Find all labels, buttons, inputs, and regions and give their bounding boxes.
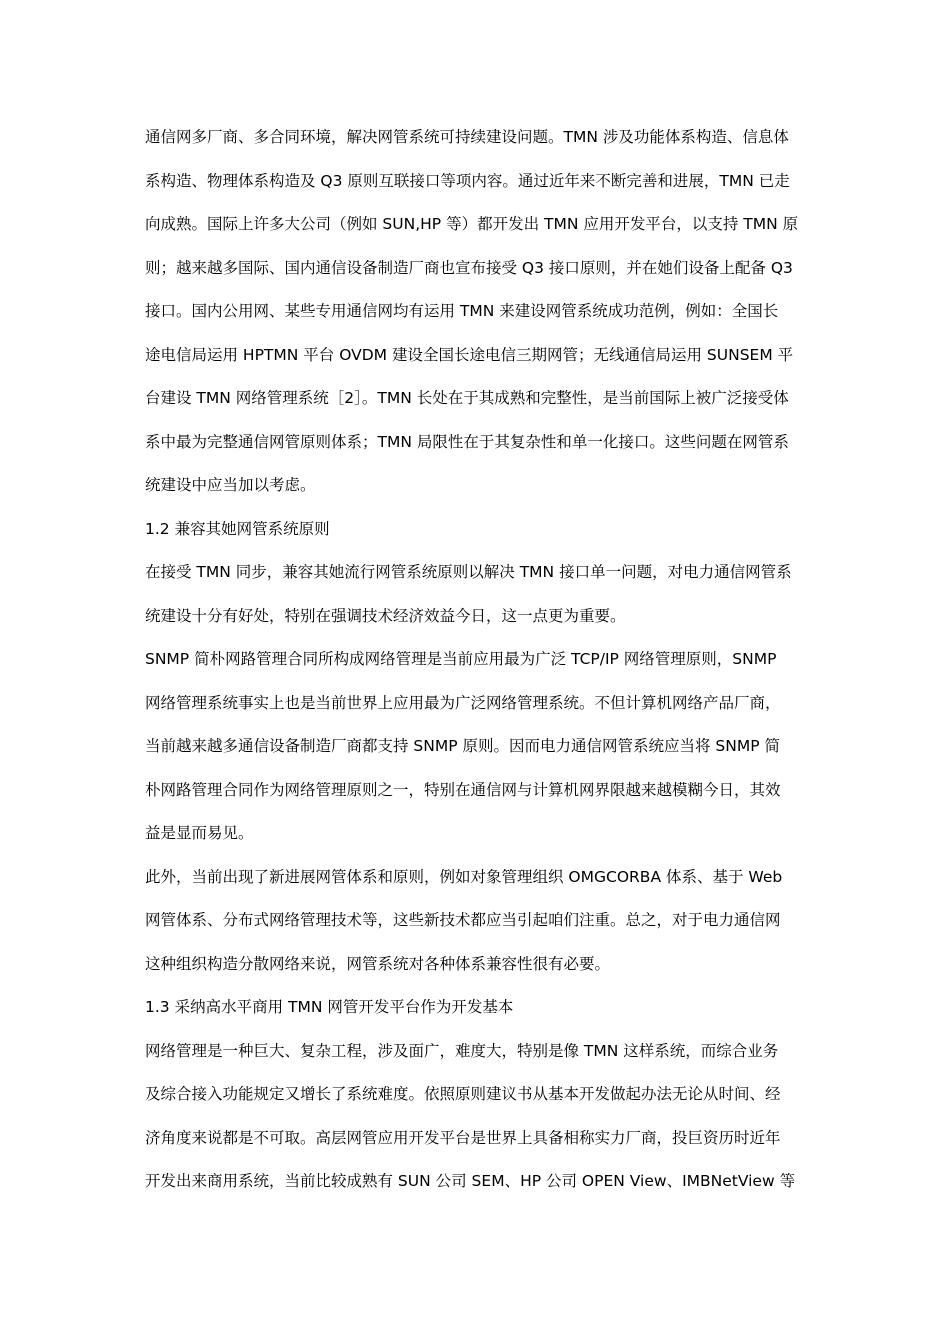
paragraph-tmn-overview: [145, 121, 811, 513]
paragraph-platform: [145, 1035, 811, 1209]
paragraph-snmp: [145, 643, 811, 861]
text-line: 系构造、物理体系构造及 Q3 原则互联接口等项内容。通过近年来不断完善和进展，TMN 已走: [145, 171, 790, 190]
document-body: [145, 121, 811, 1209]
section-heading-1-2: [145, 513, 811, 557]
text-line: 统建设中应当加以考虑。: [145, 476, 316, 494]
text-line: 当前越来越多通信设备制造厂商都支持 SNMP 原则。因而电力通信网管系统应当将 SNMP 简: [145, 737, 781, 755]
section-heading: 1.3 采纳高水平商用 TMN 网管开发平台作为开发基本: [145, 998, 514, 1016]
text-line: 此外，当前出现了新进展网管体系和原则，例如对象管理组织 OMGCORBA 体系、基于 Web: [145, 867, 783, 886]
text-line: 在接受 TMN 同步，兼容其她流行网管系统原则以解决 TMN 接口单一问题，对电力通信网管系: [145, 563, 792, 581]
paragraph-compatibility: [145, 556, 811, 643]
text-line: 网络管理系统事实上也是当前世界上应用最为广泛网络管理系统。不但计算机网络产品厂商，: [145, 693, 781, 712]
text-line: 这种组织构造分散网络来说，网管系统对各种体系兼容性很有必要。: [145, 954, 611, 973]
text-line: 济角度来说都是不可取。高层网管应用开发平台是世界上具备相称实力厂商，投巨资历时近年: [145, 1128, 781, 1147]
text-line: 系中最为完整通信网管原则体系；TMN 局限性在于其复杂性和单一化接口。这些问题在网管系: [145, 432, 789, 451]
text-line: 则；越来越多国际、国内通信设备制造厂商也宣布接受 Q3 接口原则，并在她们设备上配备 Q3: [145, 258, 793, 277]
section-heading: 1.2 兼容其她网管系统原则: [145, 519, 330, 538]
text-line: 朴网路管理合同作为网络管理原则之一，特别在通信网与计算机网界限越来越模糊今日，其效: [145, 780, 781, 799]
text-line: 统建设十分有好处，特别在强调技术经济效益今日，这一点更为重要。: [145, 606, 626, 625]
text-line: 益是显而易见。: [145, 824, 254, 842]
text-line: 网管体系、分布式网络管理技术等，这些新技术都应当引起咱们注重。总之，对于电力通信网: [145, 911, 781, 929]
text-line: 网络管理是一种巨大、复杂工程，涉及面广，难度大，特别是像 TMN 这样系统，而综合业务: [145, 1041, 779, 1060]
text-line: 开发出来商用系统，当前比较成熟有 SUN 公司 SEM、HP 公司 OPEN View、IMBNetView 等: [145, 1172, 796, 1190]
text-line: 向成熟。国际上许多大公司（例如 SUN,HP 等）都开发出 TMN 应用开发平台，以支持 TMN 原: [145, 215, 799, 233]
section-heading-1-3: [145, 991, 811, 1035]
text-line: 及综合接入功能规定又增长了系统难度。依照原则建议书从基本开发做起办法无论从时间、经: [145, 1085, 781, 1103]
text-line: 接口。国内公用网、某些专用通信网均有运用 TMN 来建设网管系统成功范例，例如：全国长: [145, 302, 779, 320]
text-line: 途电信局运用 HPTMN 平台 OVDM 建设全国长途电信三期网管；无线通信局运用 SUNSEM 平: [145, 345, 794, 364]
text-line: 台建设 TMN 网络管理系统［2］。TMN 长处在于其成熟和完整性，是当前国际上被广泛接受体: [145, 389, 789, 407]
paragraph-new-systems: [145, 861, 811, 992]
text-line: 通信网多厂商、多合同环境，解决网管系统可持续建设问题。TMN 涉及功能体系构造、信息体: [145, 128, 789, 146]
text-line: SNMP 简朴网路管理合同所构成网络管理是当前应用最为广泛 TCP/IP 网络管理原则，SNMP: [145, 650, 777, 668]
